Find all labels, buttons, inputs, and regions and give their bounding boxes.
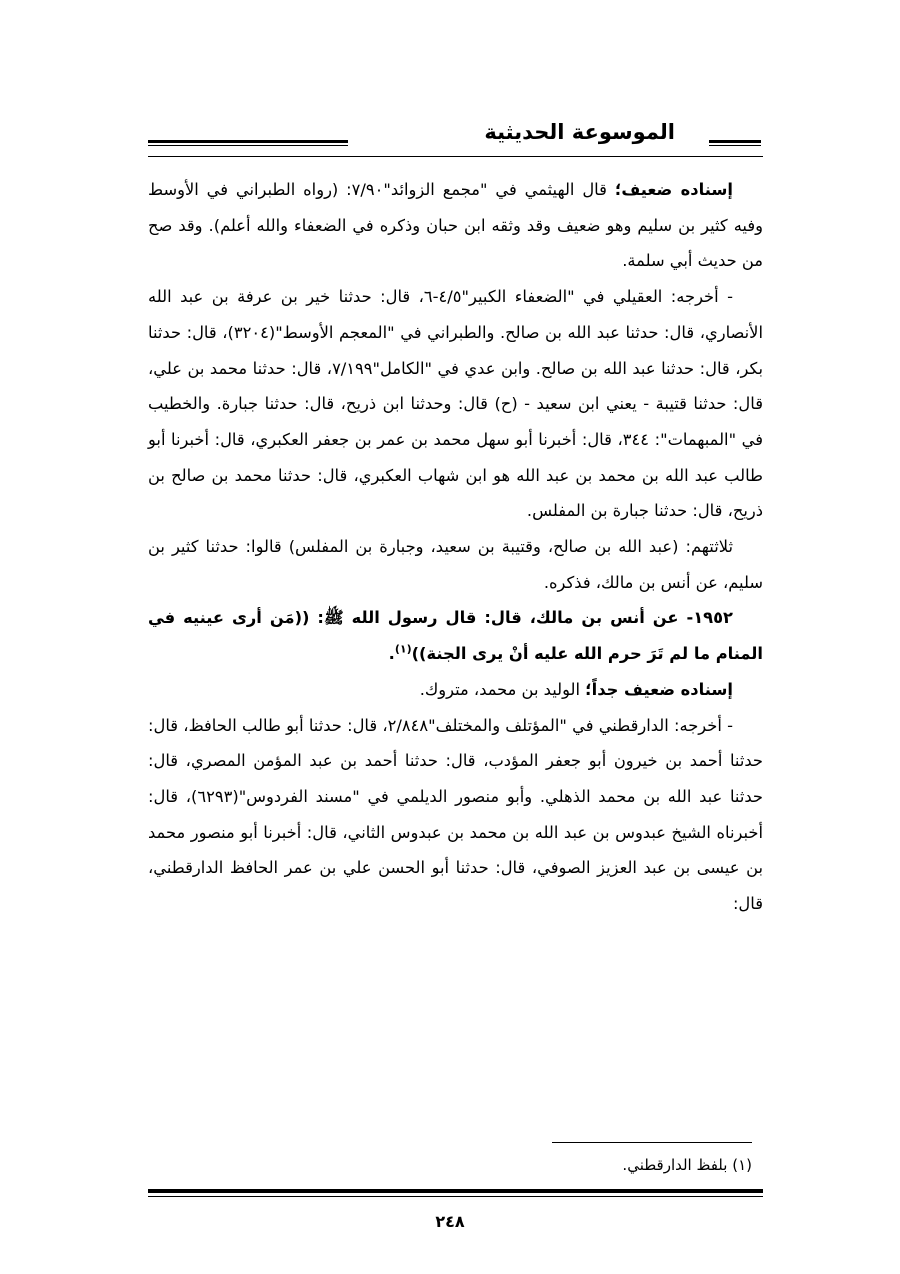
paragraph-1 (148, 172, 763, 279)
paragraph-5 (148, 672, 763, 708)
footnote: (١) بلفظ الدارقطني. (622, 1156, 752, 1174)
main-text (148, 172, 763, 922)
paragraph-text: ثلاثتهم: (عبد الله بن صالح، وقتيبة بن سعيد، وجبارة بن المفلس) قالوا: حدثنا كثير بن سليم، عن أنس بن مالك، فذكره. (148, 537, 763, 592)
paragraph-3 (148, 529, 763, 600)
header-rule (148, 156, 763, 157)
paragraph-text: - أخرجه: العقيلي في "الضعفاء الكبير"٤/٥-٦، قال: حدثنا خير بن عرفة بن عبد الله الأنصاري، قال: حدثنا عبد الله بن صالح. والطبراني في "المعجم الأوسط"(٣٢٠٤)، قال: حدثنا بكر، قال: حدثنا عبد الله بن صالح. وابن عدي في "الكامل"٧/١٩٩، قال: حدثنا محمد بن علي، قال: حدثنا قتيبة - يعني ابن سعيد - (ح) قال: وحدثنا ابن ذريح، قال: حدثنا جبارة. والخطيب في "المبهمات": ٣٤٤، قال: أخبرنا أبو سهل محمد بن عمر بن جعفر العكبري، قال: أخبرنا أبو طالب عبد الله بن محمد بن عبد الله هو ابن شهاب العكبري، قال: حدثنا محمد بن صالح بن ذريح، قال: حدثنا جبارة بن المفلس. (148, 287, 764, 521)
paragraph-6 (148, 708, 763, 922)
footnote-separator (552, 1142, 752, 1143)
grading-lead: إسناده ضعيف؛ (614, 180, 733, 199)
page-number: ٢٤٨ (435, 1212, 465, 1231)
header-decorative-dash (709, 140, 761, 146)
header-decorative-line (148, 140, 348, 146)
footer-thick-rule (148, 1189, 763, 1193)
hadith-text: ١٩٥٢- عن أنس بن مالك، قال: قال رسول الله ﷺ: ((مَن أرى عينيه في المنام ما لم تَرَ حرم الله عليه أنْ يرى الجنة))$^{(١)}$. (148, 608, 763, 664)
paragraph-text: - أخرجه: الدارقطني في "المؤتلف والمختلف"٢/٨٤٨، قال: حدثنا أبو طالب الحافظ، قال: حدثنا أحمد بن خيرون أبو جعفر المؤدب، قال: حدثنا أحمد بن عبد المؤمن المصري، قال: حدثنا عبد الله بن محمد الذهلي. وأبو منصور الديلمي في "مسند الفردوس"(٦٢٩٣)، قال: أخبرناه الشيخ عبدوس بن عبد الله بن محمد بن عبدوس الثاني، قال: أخبرنا أبو منصور محمد بن عيسى بن عبد العزيز الصوفي، قال: حدثنا أبو الحسن علي بن عمر الحافظ الدارقطني، قال: (148, 715, 763, 914)
grading-lead: إسناده ضعيف جداً؛ (585, 679, 733, 699)
header-title: الموسوعة الحديثية (474, 120, 685, 144)
paragraph-text: قال الهيثمي في "مجمع الزوائد"٧/٩٠: (رواه الطبراني في الأوسط وفيه كثير بن سليم وهو ضعيف وقد وثقه ابن حبان وذكره في الضعفاء والله أعلم). وقد صح من حديث أبي سلمة. (148, 180, 763, 271)
hadith-body: ١٩٥٢- عن أنس بن مالك، قال: قال رسول الله ﷺ: ((مَن أرى عينيه في المنام ما لم تَرَ حرم الله عليه أنْ يرى الجنة)) (148, 608, 763, 664)
footer-thin-rule (148, 1196, 763, 1197)
paragraph-2 (148, 279, 763, 529)
running-header (148, 118, 763, 158)
paragraph-text: الوليد بن محمد، متروك. (419, 679, 586, 699)
footnote-ref: (١) (394, 642, 412, 656)
